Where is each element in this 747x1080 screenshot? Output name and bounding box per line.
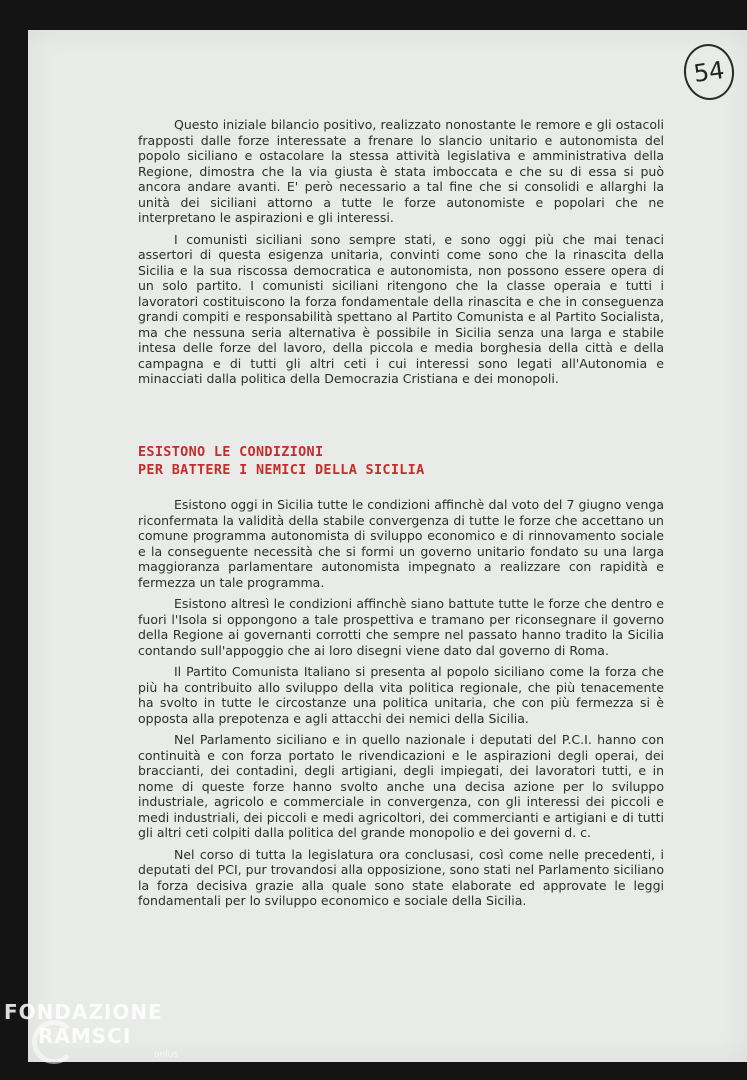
paragraph: Esistono altresì le condizioni affinchè siano battute tutte le forze che dentro e fuori l'Isola si oppongono a tale prospettiva e tramano per riconsegnare il governo della Regione ai governanti corrotti che sempre nel passato hanno tradito la Sicilia contando sull'appoggio che ai loro disegni viene dato dal governo di Roma.	[138, 596, 664, 658]
paragraph: Questo iniziale bilancio positivo, realizzato nonostante le remore e gli ostacoli frapposti dalle forze interessate a frenare lo slancio unitario e autonomista del popolo siciliano e ostacolare la stessa attività legislativa e amministrativa della Regione, dimostra che la via giusta è stata imboccata e che su di essa si può ancora andare avanti. E' però necessario a tal fine che si consolidi e allarghi la unità dei siciliani attorno a tutte le forze autonomiste e popolari che ne interpretano le aspirazioni e gli interessi.	[138, 117, 664, 225]
page-number: 54	[680, 41, 737, 103]
heading-line-2: PER BATTERE I NEMICI DELLA SICILIA	[138, 462, 425, 478]
paragraph: Il Partito Comunista Italiano si presenta al popolo siciliano come la forza che più ha contribuito allo sviluppo della vita politica regionale, che più tenacemente ha svolto in tutte le circostanze una politica unitaria, che con più fermezza si è opposta alla prepotenza e agli attacchi dei nemici della Sicilia.	[138, 664, 664, 726]
watermark-logo	[4, 998, 194, 1078]
section-heading	[138, 443, 558, 479]
heading-line-1: ESISTONO LE CONDIZIONI	[138, 444, 324, 460]
watermark-suffix: onlus	[154, 1050, 179, 1060]
watermark-line-1: FONDAZIONE	[4, 1000, 163, 1024]
text-block-bottom	[138, 497, 664, 915]
watermark-line-2: RAMSCI	[38, 1024, 132, 1048]
paragraph: I comunisti siciliani sono sempre stati, e sono oggi più che mai tenaci assertori di questa esigenza unitaria, convinti come sono che la rinascita della Sicilia e la sua riscossa democratica e autonomista, non possono essere opera di un solo partito. I comunisti siciliani ritengono che la classe operaia e tutti i lavoratori costituiscono la forza fondamentale della rinascita e che in conseguenza grandi compiti e responsabilità spettano al Partito Comunista e al Partito Socialista, ma che nessuna seria alternativa è possibile in Sicilia senza una larga e stabile intesa delle forze del lavoro, della piccola e media borghesia della città e della campagna e di tutti gli altri ceti i cui interessi sono legati all'Autonomia e minacciati dalla politica della Democrazia Cristiana e dei monopoli.	[138, 231, 664, 386]
text-block-top	[138, 117, 664, 393]
paragraph: Nel Parlamento siciliano e in quello nazionale i deputati del P.C.I. hanno con continuità e con forza portato le rivendicazioni e le aspirazioni degli operai, dei braccianti, dei contadini, degli artigiani, degli impiegati, dei lavoratori tutti, e in nome di queste forze hanno svolto anche una decisa azione per lo sviluppo industriale, agricolo e commerciale in convergenza, con gli interessi dei piccoli e medi industriali, dei piccoli e medi agricoltori, dei commercianti e artigiani e di tutti gli altri ceti colpiti dalla politica del grande monopolio e dei governi d. c.	[138, 732, 664, 840]
paragraph: Nel corso di tutta la legislatura ora conclusasi, così come nelle precedenti, i deputati del PCI, pur trovandosi alla opposizione, sono stati nel Parlamento siciliano la forza decisiva grazie alla quale sono state elaborate ed approvate le leggi fondamentali per lo sviluppo economico e sociale della Sicilia.	[138, 846, 664, 908]
paragraph: Esistono oggi in Sicilia tutte le condizioni affinchè dal voto del 7 giugno venga riconfermata la validità della stabile convergenza di tutte le forze che accettano un comune programma autonomista di sviluppo economico e di rinnovamento sociale e la conseguente necessità che si formi un governo unitario fondato su una larga maggioranza parlamentare autonomista impegnato a realizzare con rapidità e fermezza un tale programma.	[138, 497, 664, 590]
